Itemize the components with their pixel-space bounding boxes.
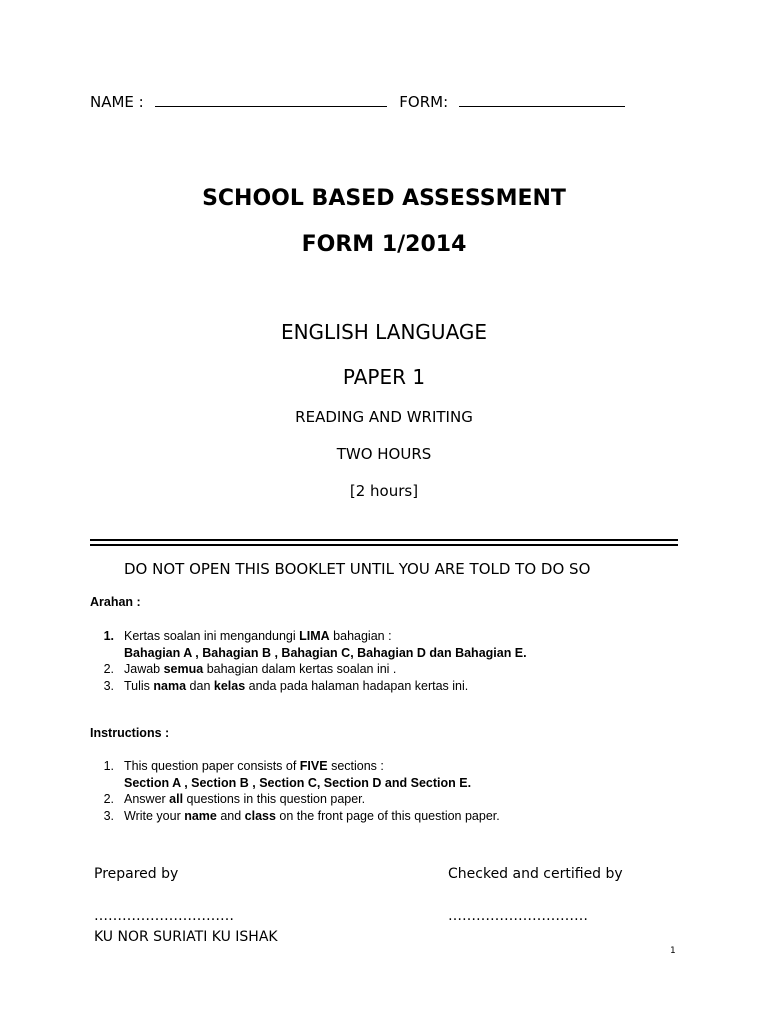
form-label: FORM: <box>399 93 449 111</box>
arahan-item-2-number: 2. <box>103 662 114 676</box>
paper-title: PAPER 1 <box>342 365 426 389</box>
component-title: READING AND WRITING <box>295 408 473 426</box>
prepared-signature-dots: ………………………… <box>94 908 234 924</box>
page-number: 1 <box>670 946 676 956</box>
instructions-item-3-post: on the front page of this question paper. <box>275 808 500 823</box>
divider-top <box>90 539 678 541</box>
instructions-item-3-mid: and <box>216 808 245 823</box>
arahan-item-3 <box>90 678 527 695</box>
instructions-item-2-number: 2. <box>103 792 114 806</box>
arahan-item-1-sections: Bahagian A , Bahagian B , Bahagian C, Bahagian D dan Bahagian E. <box>124 645 527 660</box>
arahan-item-1 <box>90 628 527 645</box>
instructions-list <box>90 758 500 824</box>
instructions-item-1-bold: FIVE <box>299 759 328 773</box>
form-year: FORM 1/2014 <box>301 232 467 257</box>
instructions-item-3-text: Write your <box>124 808 185 823</box>
subject-title: ENGLISH LANGUAGE <box>280 320 488 344</box>
arahan-item-2-bold: semua <box>163 662 204 676</box>
instructions-item-1-text: This question paper consists of <box>124 759 300 773</box>
arahan-item-1-number: 1. <box>103 629 114 643</box>
arahan-item-2-text: Jawab <box>124 662 164 676</box>
arahan-item-3-post: anda pada halaman hadapan kertas ini. <box>245 678 469 693</box>
arahan-item-2 <box>90 661 527 678</box>
instructions-item-1-number: 1. <box>103 759 114 773</box>
instructions-item-3 <box>90 808 500 825</box>
prepared-name: KU NOR SURIATI KU ISHAK <box>94 929 278 945</box>
checked-label: Checked and certified by <box>448 866 623 882</box>
arahan-heading: Arahan : <box>90 595 141 609</box>
arahan-item-2-post: bahagian dalam kertas soalan ini . <box>203 662 397 676</box>
arahan-item-3-bold-2: kelas <box>213 678 246 693</box>
arahan-item-3-mid: dan <box>186 678 214 693</box>
instructions-item-2 <box>90 791 500 808</box>
arahan-item-3-number: 3. <box>103 678 114 693</box>
arahan-item-1-post: bahagian : <box>329 629 392 643</box>
instructions-item-2-bold: all <box>169 792 184 806</box>
arahan-item-1-bold: LIMA <box>299 629 330 643</box>
warning-text: DO NOT OPEN THIS BOOKLET UNTIL YOU ARE TOLD TO DO SO <box>124 560 591 578</box>
arahan-item-3-bold-1: nama <box>153 678 187 693</box>
arahan-item-1-text: Kertas soalan ini mengandungi <box>124 629 300 643</box>
assessment-title: SCHOOL BASED ASSESSMENT <box>202 186 566 211</box>
instructions-item-2-post: questions in this question paper. <box>183 792 366 806</box>
checked-signature-dots: ………………………… <box>448 908 588 924</box>
instructions-item-3-bold-2: class <box>244 808 276 823</box>
name-form-line <box>90 92 625 111</box>
prepared-label: Prepared by <box>94 866 179 882</box>
arahan-list <box>90 628 527 694</box>
duration-words: TWO HOURS <box>336 445 432 463</box>
instructions-item-2-text: Answer <box>124 792 170 806</box>
instructions-item-3-bold-1: name <box>184 808 217 823</box>
name-blank <box>155 92 387 107</box>
instructions-heading: Instructions : <box>90 726 170 740</box>
instructions-item-1-post: sections : <box>327 759 384 773</box>
form-blank <box>459 92 625 107</box>
duration-bracket: [2 hours] <box>349 482 419 500</box>
name-label: NAME : <box>90 93 144 111</box>
instructions-item-3-number: 3. <box>103 808 114 823</box>
arahan-item-3-text: Tulis <box>124 678 154 693</box>
instructions-item-1-sections: Section A , Section B , Section C, Section D and Section E. <box>124 775 472 790</box>
instructions-item-1 <box>90 758 500 775</box>
divider-bottom <box>90 544 678 546</box>
